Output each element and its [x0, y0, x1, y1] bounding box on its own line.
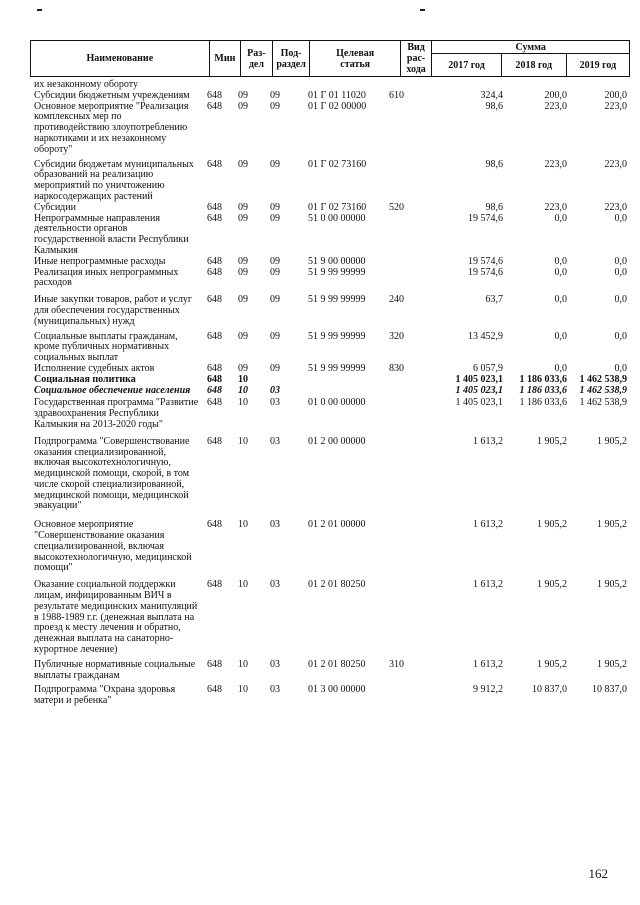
row-name: Субсидии бюджетам муниципальных образований на реализацию мероприятий по уничтожению наркосодержащих растений: [34, 158, 194, 202]
table-row: [30, 295, 630, 327]
row-pod: 03: [270, 579, 280, 591]
header-min: Мин: [209, 41, 241, 77]
table-header: [30, 40, 630, 77]
row-min: 648: [207, 519, 222, 531]
row-pod: 09: [270, 158, 280, 170]
table-row: [30, 268, 630, 290]
row-y18: 10 837,0: [532, 684, 567, 696]
row-raz: 09: [238, 89, 248, 101]
row-y18: 1 905,2: [537, 658, 567, 670]
row-min: 648: [207, 212, 222, 224]
row-y17: 19 574,6: [468, 266, 503, 278]
row-min: 648: [207, 579, 222, 591]
row-y17: 63,7: [485, 294, 503, 306]
header-2017: 2017 год: [432, 54, 501, 77]
row-min: 648: [207, 384, 222, 396]
row-vr: 830: [389, 362, 404, 374]
header-2019: 2019 год: [566, 54, 629, 77]
row-name: Социальное обеспечение населения: [34, 384, 191, 396]
row-cs: 51 9 00 00000: [308, 255, 366, 267]
row-y17: 1 405 023,1: [455, 373, 503, 385]
row-raz: 09: [238, 100, 248, 112]
row-min: 648: [207, 201, 222, 213]
header-razdel: Раз- дел: [241, 41, 273, 77]
page-number: 162: [588, 866, 608, 881]
row-pod: 09: [270, 255, 280, 267]
row-y19: 0,0: [614, 212, 627, 224]
row-name: Субсидии: [34, 201, 76, 213]
row-min: 648: [207, 435, 222, 447]
row-pod: 09: [270, 212, 280, 224]
row-raz: 09: [238, 158, 248, 170]
table-row: [30, 386, 630, 397]
header-2018: 2018 год: [501, 54, 566, 77]
header-target-article: Целевая статья: [310, 41, 400, 77]
row-pod: 03: [270, 658, 280, 670]
row-vr: 310: [389, 658, 404, 670]
row-y18: 1 186 033,6: [519, 373, 567, 385]
row-y19: 0,0: [614, 255, 627, 267]
row-name: Иные непрограммные расходы: [34, 255, 166, 267]
row-y18: 223,0: [544, 158, 567, 170]
row-raz: 09: [238, 212, 248, 224]
header-summa: Сумма: [432, 41, 630, 54]
row-raz: 10: [238, 373, 248, 385]
header-podrazdel: Под- раздел: [272, 41, 310, 77]
row-pod: 09: [270, 362, 280, 374]
row-y17: 1 613,2: [473, 519, 503, 531]
row-y19: 0,0: [614, 266, 627, 278]
row-y19: 1 905,2: [597, 435, 627, 447]
row-pod: 03: [270, 519, 280, 531]
row-y18: 223,0: [544, 201, 567, 213]
row-y17: 324,4: [480, 89, 503, 101]
row-vr: 240: [389, 294, 404, 306]
row-y19: 1 905,2: [597, 658, 627, 670]
row-cs: 01 Г 02 73160: [308, 158, 367, 170]
row-y18: 0,0: [554, 266, 567, 278]
row-y19: 0,0: [614, 362, 627, 374]
row-y18: 0,0: [554, 212, 567, 224]
row-min: 648: [207, 397, 222, 409]
row-name: Государственная программа "Развитие здравоохранения Республики Калмыкия на 2013-2020 годы": [34, 397, 199, 430]
row-min: 648: [207, 255, 222, 267]
row-y17: 1 405 023,1: [455, 384, 503, 396]
table-row: [30, 520, 630, 574]
table-row: [30, 398, 630, 430]
row-min: 648: [207, 100, 222, 112]
row-pod: 03: [270, 684, 280, 696]
row-min: 648: [207, 362, 222, 374]
row-name: Подпрограмма "Охрана здоровья матери и ребенка": [34, 684, 176, 707]
row-cs: 01 2 01 00000: [308, 519, 366, 531]
row-y19: 10 837,0: [592, 684, 627, 696]
row-y17: 13 452,9: [468, 330, 503, 342]
row-cs: 51 9 99 99999: [308, 362, 366, 374]
row-cs: 01 Г 02 00000: [308, 100, 367, 112]
row-y17: 98,6: [485, 158, 503, 170]
row-min: 648: [207, 158, 222, 170]
row-y17: 1 613,2: [473, 658, 503, 670]
row-cs: 01 3 00 00000: [308, 684, 366, 696]
scan-mark-right: [420, 9, 425, 11]
row-raz: 09: [238, 294, 248, 306]
table-row: [30, 437, 630, 513]
row-y17: 98,6: [485, 201, 503, 213]
row-name: их незаконному обороту: [34, 79, 139, 90]
row-cs: 01 2 00 00000: [308, 435, 366, 447]
table-row: [30, 332, 630, 364]
row-pod: 03: [270, 435, 280, 447]
row-y18: 200,0: [544, 89, 567, 101]
row-y18: 0,0: [554, 255, 567, 267]
row-y18: 1 905,2: [537, 579, 567, 591]
row-y19: 1 905,2: [597, 579, 627, 591]
row-y17: 98,6: [485, 100, 503, 112]
row-raz: 10: [238, 397, 248, 409]
row-name: Основное мероприятие "Реализация комплексных мер по противодействию злоупотреблению наркотиками и их незаконному обороту": [34, 100, 189, 155]
row-raz: 10: [238, 684, 248, 696]
row-y19: 223,0: [604, 201, 627, 213]
row-name: Субсидии бюджетным учреждениям: [34, 89, 190, 101]
table-row: [30, 580, 630, 656]
row-min: 648: [207, 373, 222, 385]
row-cs: 51 9 99 99999: [308, 266, 366, 278]
row-name: Основное мероприятие "Совершенствование оказания специализированной, включая высокотехнологичную, медицинской помощи": [34, 519, 192, 574]
row-min: 648: [207, 330, 222, 342]
row-y18: 1 186 033,6: [519, 384, 567, 396]
row-y18: 1 905,2: [537, 519, 567, 531]
row-y18: 1 905,2: [537, 435, 567, 447]
table-row: [30, 685, 630, 707]
row-y17: 6 057,9: [473, 362, 503, 374]
row-vr: 320: [389, 330, 404, 342]
row-name: Иные закупки товаров, работ и услуг для обеспечения государственных (муниципальных) нужд: [34, 294, 193, 327]
row-pod: 09: [270, 100, 280, 112]
row-name: Подпрограмма "Совершенствование оказания специализированной, включая высокотехнологичную, медицинской помощи, скорой, в том числе скорой специализированной, медицинской помощи, медицинской эвакуации": [34, 435, 190, 512]
row-y18: 0,0: [554, 330, 567, 342]
row-pod: 09: [270, 330, 280, 342]
row-raz: 10: [238, 579, 248, 591]
row-y19: 223,0: [604, 100, 627, 112]
row-y18: 0,0: [554, 362, 567, 374]
row-name: Непрограммные направления деятельности органов государственной власти Республики Калмыкия: [34, 212, 189, 256]
row-pod: 09: [270, 201, 280, 213]
row-cs: 01 Г 02 73160: [308, 201, 367, 213]
header-expense-type: Вид рас- хода: [400, 41, 432, 77]
row-raz: 10: [238, 435, 248, 447]
row-y19: 223,0: [604, 158, 627, 170]
row-y17: 19 574,6: [468, 212, 503, 224]
row-y17: 1 613,2: [473, 579, 503, 591]
table-body: [30, 80, 630, 707]
table-row: [30, 160, 630, 203]
row-raz: 09: [238, 266, 248, 278]
row-pod: 09: [270, 294, 280, 306]
row-name: Исполнение судебных актов: [34, 362, 155, 374]
row-vr: 520: [389, 201, 404, 213]
row-cs: 01 Г 01 11020: [308, 89, 366, 101]
row-y19: 1 462 538,9: [579, 373, 627, 385]
row-name: Социальные выплаты гражданам, кроме публичных нормативных социальных выплат: [34, 330, 178, 364]
row-min: 648: [207, 294, 222, 306]
row-raz: 09: [238, 255, 248, 267]
table-row: [30, 257, 630, 268]
table-row: [30, 203, 630, 214]
row-cs: 01 0 00 00000: [308, 397, 366, 409]
table-row: [30, 214, 630, 257]
row-y17: 19 574,6: [468, 255, 503, 267]
row-raz: 10: [238, 519, 248, 531]
table-row: [30, 375, 630, 386]
row-name: Социальная политика: [34, 373, 136, 385]
row-raz: 09: [238, 330, 248, 342]
scan-mark-left: [37, 9, 42, 11]
row-raz: 09: [238, 201, 248, 213]
row-cs: 51 0 00 00000: [308, 212, 366, 224]
row-y19: 0,0: [614, 330, 627, 342]
row-pod: 09: [270, 89, 280, 101]
row-cs: 01 2 01 80250: [308, 658, 366, 670]
row-y19: 200,0: [604, 89, 627, 101]
row-name: Оказание социальной поддержки лицам, инфицированным ВИЧ в результате медицинских манипуляций в 1988-1989 г.г. (денежная выплата на проезд к месту лечения и обратно, денежная выплата на санаторно-курортное лечение): [34, 579, 198, 656]
row-name: Реализация иных непрограммных расходов: [34, 266, 179, 289]
row-min: 648: [207, 658, 222, 670]
table-row: [30, 91, 630, 102]
table-row: [30, 102, 630, 156]
row-cs: 51 9 99 99999: [308, 294, 366, 306]
row-y19: 1 462 538,9: [579, 397, 627, 409]
row-pod: 03: [270, 397, 280, 409]
row-name: Публичные нормативные социальные выплаты гражданам: [34, 658, 196, 681]
row-cs: 01 2 01 80250: [308, 579, 366, 591]
row-y19: 1 905,2: [597, 519, 627, 531]
row-y17: 1 405 023,1: [455, 397, 503, 409]
table-row: [30, 660, 630, 682]
row-y18: 0,0: [554, 294, 567, 306]
row-min: 648: [207, 266, 222, 278]
row-min: 648: [207, 684, 222, 696]
row-pod: 09: [270, 266, 280, 278]
row-pod: 03: [270, 384, 280, 396]
row-cs: 51 9 99 99999: [308, 330, 366, 342]
row-y19: 0,0: [614, 294, 627, 306]
row-y17: 1 613,2: [473, 435, 503, 447]
row-vr: 610: [389, 89, 404, 101]
row-y17: 9 912,2: [473, 684, 503, 696]
row-raz: 09: [238, 362, 248, 374]
row-y18: 1 186 033,6: [519, 397, 567, 409]
row-y19: 1 462 538,9: [579, 384, 627, 396]
header-name: Наименование: [31, 41, 210, 77]
row-raz: 10: [238, 384, 248, 396]
row-y18: 223,0: [544, 100, 567, 112]
row-raz: 10: [238, 658, 248, 670]
row-min: 648: [207, 89, 222, 101]
